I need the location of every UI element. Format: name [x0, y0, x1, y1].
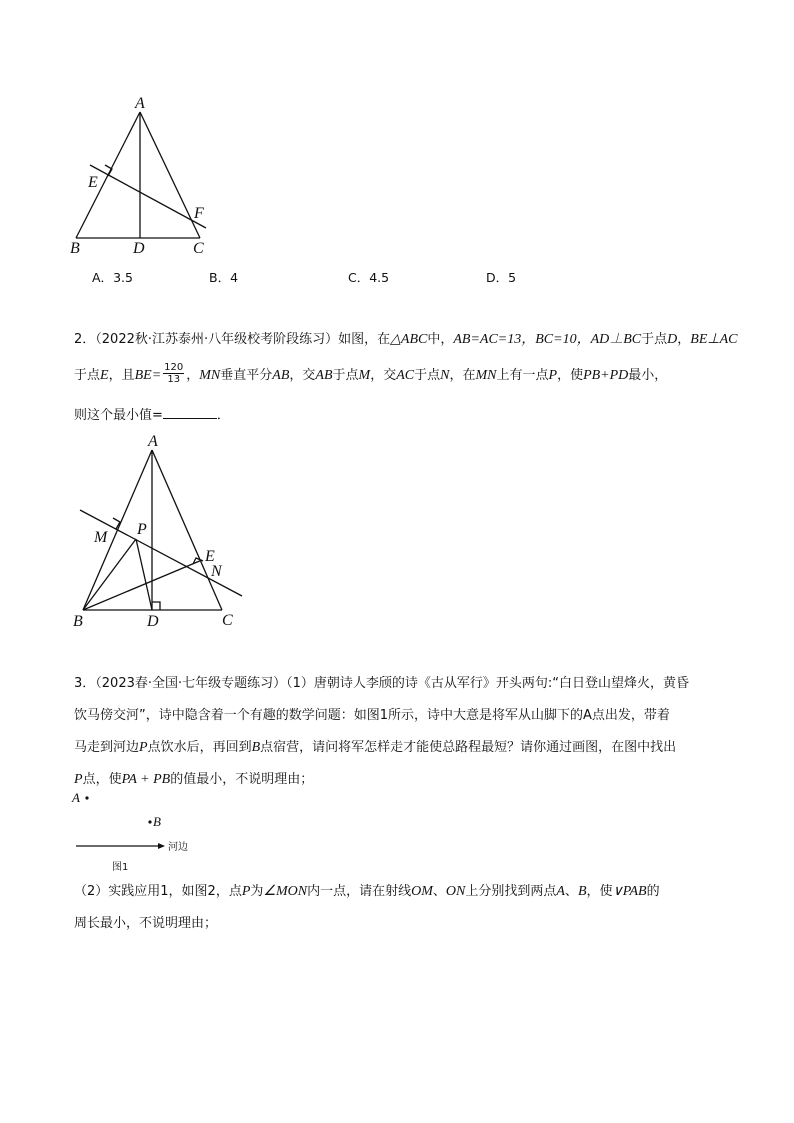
q3-part2-line-2: 周长最小，不说明理由；	[74, 916, 218, 931]
label-b: B	[153, 814, 161, 829]
label-e: E	[88, 174, 98, 191]
q3-line-3: 马走到河边P点饮水后，再回到B点宿营，请问将军怎样走才能使总路程最短？请你通过画图，在图中找出	[74, 740, 677, 755]
figure-caption: 图1	[112, 862, 129, 873]
label-c: C	[222, 612, 233, 629]
figure-3	[70, 788, 230, 878]
option-b[interactable]: B．4	[209, 270, 239, 285]
segment-pd	[136, 539, 152, 610]
label-e: E	[205, 548, 215, 565]
label-f: F	[194, 205, 204, 222]
point-b	[148, 820, 151, 823]
q3-part2-line-1: （2）实践应用1，如图2，点P为∠MON内一点，请在射线OM、ON上分别找到两点A、B，使∨PAB的	[74, 884, 660, 899]
label-a: A	[135, 95, 145, 112]
q2-line-2: 于点E，且BE= $\frac{120}{13}$ ，MN垂直平分AB，交AB于点M，交AC于点N，在MN上有一点P，使PB+PD最小，	[74, 362, 668, 385]
figure-1	[60, 92, 230, 262]
river-label: 河边	[168, 842, 188, 853]
right-angle-mark-d	[152, 602, 160, 610]
side-ac	[152, 450, 222, 610]
label-p: P	[137, 521, 147, 538]
option-a[interactable]: A．3.5	[92, 270, 133, 285]
option-d[interactable]: D．5	[486, 270, 517, 285]
label-d: D	[133, 240, 145, 257]
option-c[interactable]: C．4.5	[348, 270, 390, 285]
q3-line-4: P点，使PA + PB的值最小，不说明理由；	[74, 772, 314, 787]
label-a: A	[72, 790, 80, 805]
label-d: D	[147, 613, 159, 630]
arrow-head	[158, 843, 165, 849]
fraction-120-13: $\frac{120}{13}$	[164, 362, 184, 385]
label-m: M	[94, 529, 108, 546]
q2-line-1: 2．（2022秋·江苏泰州·八年级校考阶段练习）如图，在△ABC中，AB=AC=13，BC=10，AD⊥BC于点D，BE⊥AC	[74, 332, 738, 347]
answer-blank[interactable]	[163, 404, 217, 419]
q2-line-3: 则这个最小值= ．	[74, 400, 724, 432]
label-a: A	[148, 433, 158, 450]
q1-options	[92, 268, 612, 288]
label-c: C	[193, 240, 204, 257]
q3-line-2: 饮马傍交河”，诗中隐含着一个有趣的数学问题：如图1所示，诗中大意是将军从山脚下的A点出发，带着	[74, 708, 670, 723]
line-mn	[80, 510, 242, 596]
point-a	[85, 796, 88, 799]
q3-line-1: 3．（2023春·全国·七年级专题练习）（1）唐朝诗人李颀的诗《古从军行》开头两句:“白日登山望烽火，黄昏	[74, 676, 690, 691]
label-b: B	[70, 240, 80, 257]
label-b: B	[73, 613, 83, 630]
figure-2	[62, 428, 262, 638]
line-ef	[90, 165, 206, 228]
label-n: N	[211, 563, 222, 580]
side-ac	[140, 112, 200, 238]
